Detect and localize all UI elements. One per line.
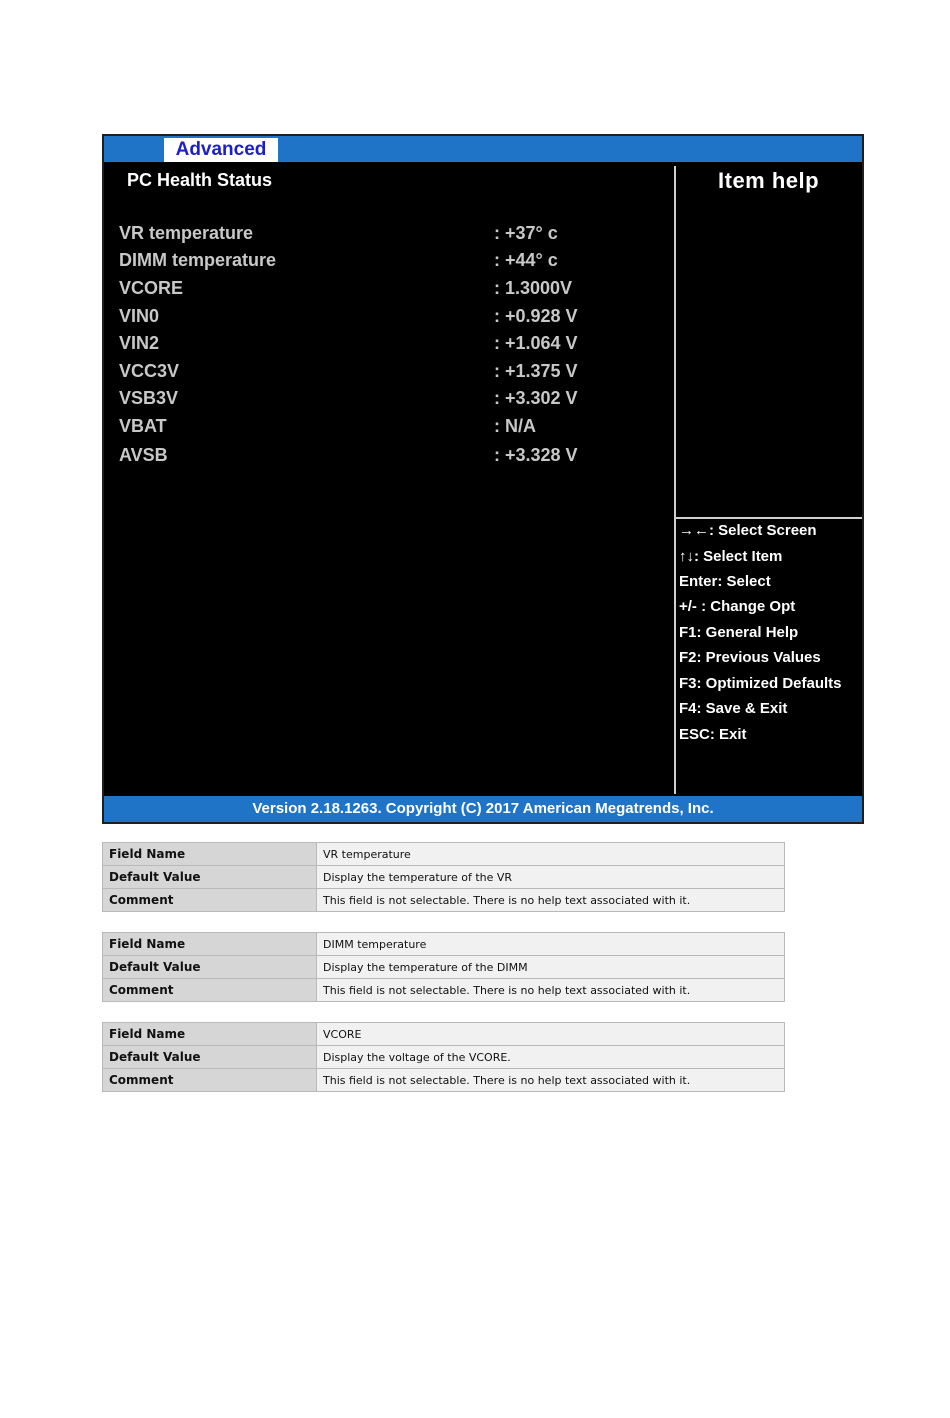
setting-row-vcore bbox=[104, 275, 674, 301]
setting-value: : +1.064 V bbox=[494, 333, 578, 353]
setting-value: : +0.928 V bbox=[494, 306, 578, 326]
setting-row-vin2 bbox=[104, 330, 674, 356]
setting-label: VR temperature bbox=[119, 223, 254, 243]
table-row bbox=[103, 889, 785, 912]
setting-label: VIN2 bbox=[119, 333, 160, 353]
table-row bbox=[103, 843, 785, 866]
table-row bbox=[103, 1069, 785, 1092]
setting-row-vsb3v bbox=[104, 385, 674, 411]
key-hint: Enter: Select bbox=[679, 573, 771, 590]
table-key: Comment bbox=[103, 1069, 317, 1092]
table-value: This field is not selectable. There is no help text associated with it. bbox=[317, 979, 785, 1002]
table-key: Field Name bbox=[103, 933, 317, 956]
field-table-vr-temperature bbox=[102, 842, 785, 912]
setting-label: AVSB bbox=[119, 445, 168, 465]
table-key: Default Value bbox=[103, 956, 317, 979]
version-footer: Version 2.18.1263. Copyright (C) 2017 American Megatrends, Inc. bbox=[104, 796, 862, 822]
setting-label: DIMM temperature bbox=[119, 250, 277, 270]
help-divider bbox=[676, 517, 862, 519]
setting-value: : +1.375 V bbox=[494, 361, 578, 381]
field-table-dimm-temperature bbox=[102, 932, 785, 1002]
menu-bar bbox=[104, 136, 862, 162]
setting-value: : 1.3000V bbox=[494, 278, 573, 298]
key-hint: ↑↓: Select Item bbox=[679, 548, 783, 565]
table-row bbox=[103, 979, 785, 1002]
setting-label: VCC3V bbox=[119, 361, 180, 381]
table-key: Field Name bbox=[103, 1023, 317, 1046]
key-hint: →←: Select Screen bbox=[679, 522, 817, 539]
table-value: DIMM temperature bbox=[317, 933, 785, 956]
bios-screen bbox=[102, 134, 864, 824]
setting-value: : +3.302 V bbox=[494, 388, 578, 408]
table-row bbox=[103, 956, 785, 979]
table-row bbox=[103, 866, 785, 889]
setting-label: VCORE bbox=[119, 278, 184, 298]
key-hint: F3: Optimized Defaults bbox=[679, 675, 842, 692]
setting-label: VSB3V bbox=[119, 388, 179, 408]
setting-row-avsb bbox=[104, 442, 674, 468]
table-value: This field is not selectable. There is no help text associated with it. bbox=[317, 1069, 785, 1092]
table-value: This field is not selectable. There is no help text associated with it. bbox=[317, 889, 785, 912]
table-value: Display the voltage of the VCORE. bbox=[317, 1046, 785, 1069]
section-title: PC Health Status bbox=[127, 170, 273, 190]
table-row bbox=[103, 1046, 785, 1069]
setting-row-vcc3v bbox=[104, 358, 674, 384]
setting-label: VBAT bbox=[119, 416, 167, 436]
table-key: Default Value bbox=[103, 1046, 317, 1069]
setting-value: : +37° c bbox=[494, 223, 558, 243]
tab-advanced[interactable]: Advanced bbox=[164, 138, 278, 162]
setting-row-vr-temperature bbox=[104, 220, 674, 246]
setting-row-dimm-temperature bbox=[104, 247, 674, 273]
key-hint: +/- : Change Opt bbox=[679, 598, 796, 615]
main-pane bbox=[104, 162, 674, 796]
key-hint: F2: Previous Values bbox=[679, 649, 821, 666]
setting-value: : N/A bbox=[494, 416, 536, 436]
table-value: VCORE bbox=[317, 1023, 785, 1046]
setting-value: : +44° c bbox=[494, 250, 558, 270]
table-value: Display the temperature of the VR bbox=[317, 866, 785, 889]
table-key: Field Name bbox=[103, 843, 317, 866]
setting-label: VIN0 bbox=[119, 306, 160, 326]
key-hint: F4: Save & Exit bbox=[679, 700, 788, 717]
table-row bbox=[103, 1023, 785, 1046]
key-hint: F1: General Help bbox=[679, 624, 799, 641]
table-key: Default Value bbox=[103, 866, 317, 889]
table-key: Comment bbox=[103, 979, 317, 1002]
setting-row-vin0 bbox=[104, 303, 674, 329]
setting-value: : +3.328 V bbox=[494, 445, 578, 465]
item-help-title: Item help bbox=[718, 168, 820, 193]
setting-row-vbat bbox=[104, 413, 674, 439]
table-key: Comment bbox=[103, 889, 317, 912]
pane-divider bbox=[674, 166, 676, 794]
table-value: Display the temperature of the DIMM bbox=[317, 956, 785, 979]
table-row bbox=[103, 933, 785, 956]
field-table-vcore bbox=[102, 1022, 785, 1092]
table-value: VR temperature bbox=[317, 843, 785, 866]
key-hint: ESC: Exit bbox=[679, 726, 747, 743]
